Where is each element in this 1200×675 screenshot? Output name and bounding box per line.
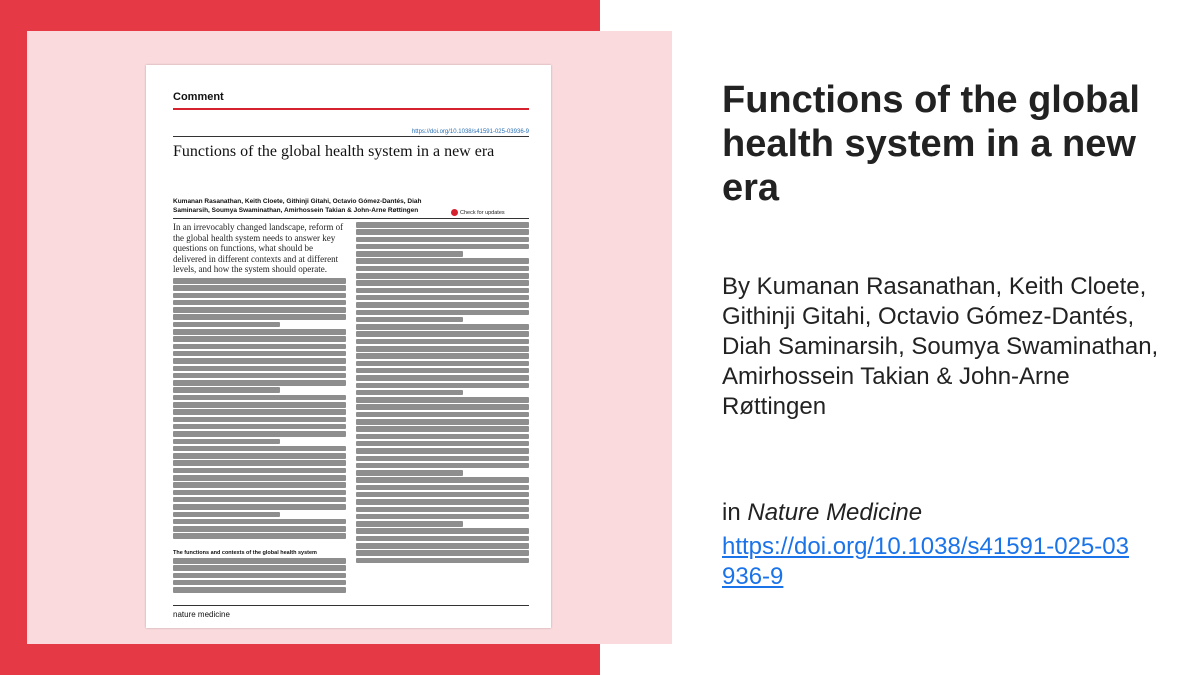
venue-prefix: in [722, 499, 741, 526]
paper-body-column-left-end [173, 558, 346, 598]
paper-footer-rule [173, 605, 529, 606]
paper-section-label: Comment [173, 91, 224, 103]
doi-link[interactable]: https://doi.org/10.1038/s41591-025-03936-9 [722, 533, 1129, 590]
byline: By Kumanan Rasanathan, Keith Cloete, Githinji Gitahi, Octavio Gómez-Dantés, Diah Saminarsih, Soumya Swaminathan, Amirhossein Takian & John-Arne Røttingen [722, 273, 1159, 420]
paper-authors-rule [173, 218, 529, 219]
paper-standfirst: In an irrevocably changed landscape, reform of the global health system needs to answer key questions on functions, what should be delivered in different contexts and at different levels, and how the system should operate. [173, 222, 344, 274]
paper-journal-name: nature medicine [173, 610, 230, 619]
paper-section-rule [173, 108, 529, 110]
paper-subheading: The functions and contexts of the global health system [173, 550, 317, 556]
paper-title: Functions of the global health system in a new era [173, 143, 495, 160]
check-updates-label: Check for updates [460, 209, 505, 216]
venue-line [722, 498, 1167, 528]
check-updates-badge [451, 209, 505, 216]
check-updates-icon [451, 209, 458, 216]
venue-journal: Nature Medicine [747, 499, 923, 526]
paper-doi: https://doi.org/10.1038/s41591-025-03936-9 [411, 129, 529, 135]
headline: Functions of the global health system in a new era [722, 79, 1140, 209]
paper-body-column-right [356, 222, 529, 600]
paper-title-rule [173, 136, 529, 137]
paper-preview [146, 65, 551, 628]
paper-authors: Kumanan Rasanathan, Keith Cloete, Githinji Gitahi, Octavio Gómez-Dantés, Diah Saminarsih, Soumya Swaminathan, Amirhossein Takian & John-Arne Røttingen [173, 198, 422, 214]
